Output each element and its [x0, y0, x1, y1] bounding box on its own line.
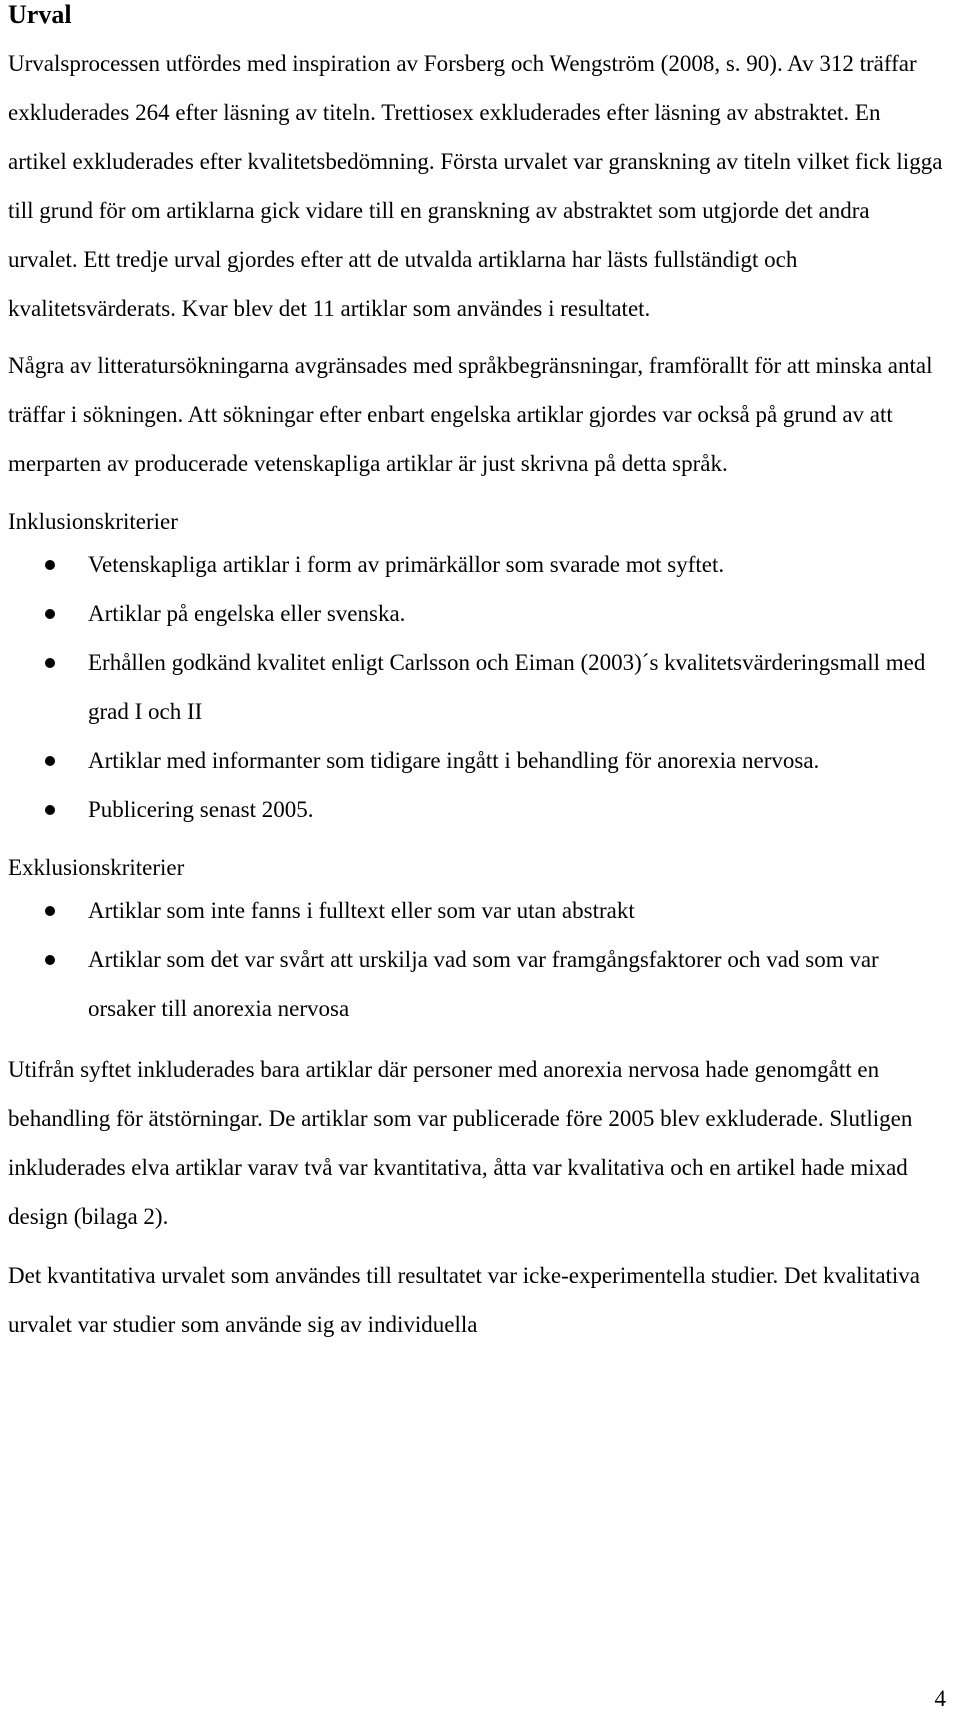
paragraph-language-limits: Några av litteratursökningarna avgränsades med språkbegränsningar, framförallt för att minska antal träffar i sökningen. Att sökningar efter enbart engelska artiklar gjordes var också på grund av att merparten av producerade vetenskapliga artiklar är just skrivna på detta språk. — [8, 353, 933, 476]
list-item: Publicering senast 2005. — [8, 785, 944, 834]
list-item: Artiklar som inte fanns i fulltext eller som var utan abstrakt — [8, 886, 944, 935]
section-heading: Urval — [8, 0, 72, 29]
page-number: 4 — [934, 1686, 946, 1711]
bullet-icon — [45, 756, 55, 766]
bullet-icon — [45, 955, 55, 965]
list-item: Vetenskapliga artiklar i form av primärkällor som svarade mot syftet. — [8, 540, 944, 589]
exclusion-criteria-heading: Exklusionskriterier — [8, 855, 185, 880]
list-item: Artiklar som det var svårt att urskilja vad som var framgångsfaktorer och vad som var orsaker till anorexia nervosa — [8, 935, 944, 1033]
bullet-icon — [45, 609, 55, 619]
bullet-icon — [45, 805, 55, 815]
inclusion-criteria-heading: Inklusionskriterier — [8, 509, 178, 534]
paragraph-study-types: Det kvantitativa urvalet som användes till resultatet var icke-experimentella studier. Det kvalitativa urvalet var studier som använde sig av individuella — [8, 1263, 921, 1337]
bullet-icon — [45, 658, 55, 668]
inclusion-criteria-list — [8, 540, 944, 834]
document-page — [8, 0, 944, 1349]
list-item: Artiklar med informanter som tidigare ingått i behandling för anorexia nervosa. — [8, 736, 944, 785]
paragraph-selection-process: Urvalsprocessen utfördes med inspiration av Forsberg och Wengström (2008, s. 90). Av 312 träffar exkluderades 264 efter läsning av titeln. Trettiosex exkluderades efter läsning av abstraktet. En artikel exkluderades efter kvalitetsbedömning. Första urvalet var granskning av titeln vilket fick ligga till grund för om artiklarna gick vidare till en granskning av abstraktet som utgjorde det andra urvalet. Ett tredje urval gjordes efter att de utvalda artiklarna har lästs fullständigt och kvalitetsvärderats. Kvar blev det 11 artiklar som användes i resultatet. — [8, 51, 943, 321]
paragraph-included-articles: Utifrån syftet inkluderades bara artiklar där personer med anorexia nervosa hade genomgått en behandling för ätstörningar. De artiklar som var publicerade före 2005 blev exkluderade. Slutligen inkluderades elva artiklar varav två var kvantitativa, åtta var kvalitativa och en artikel hade mixad design (bilaga 2). — [8, 1057, 913, 1229]
exclusion-criteria-list — [8, 886, 944, 1033]
bullet-icon — [45, 906, 55, 916]
list-item: Artiklar på engelska eller svenska. — [8, 589, 944, 638]
list-item: Erhållen godkänd kvalitet enligt Carlsson och Eiman (2003)´s kvalitetsvärderingsmall med grad I och II — [8, 638, 944, 736]
bullet-icon — [45, 560, 55, 570]
